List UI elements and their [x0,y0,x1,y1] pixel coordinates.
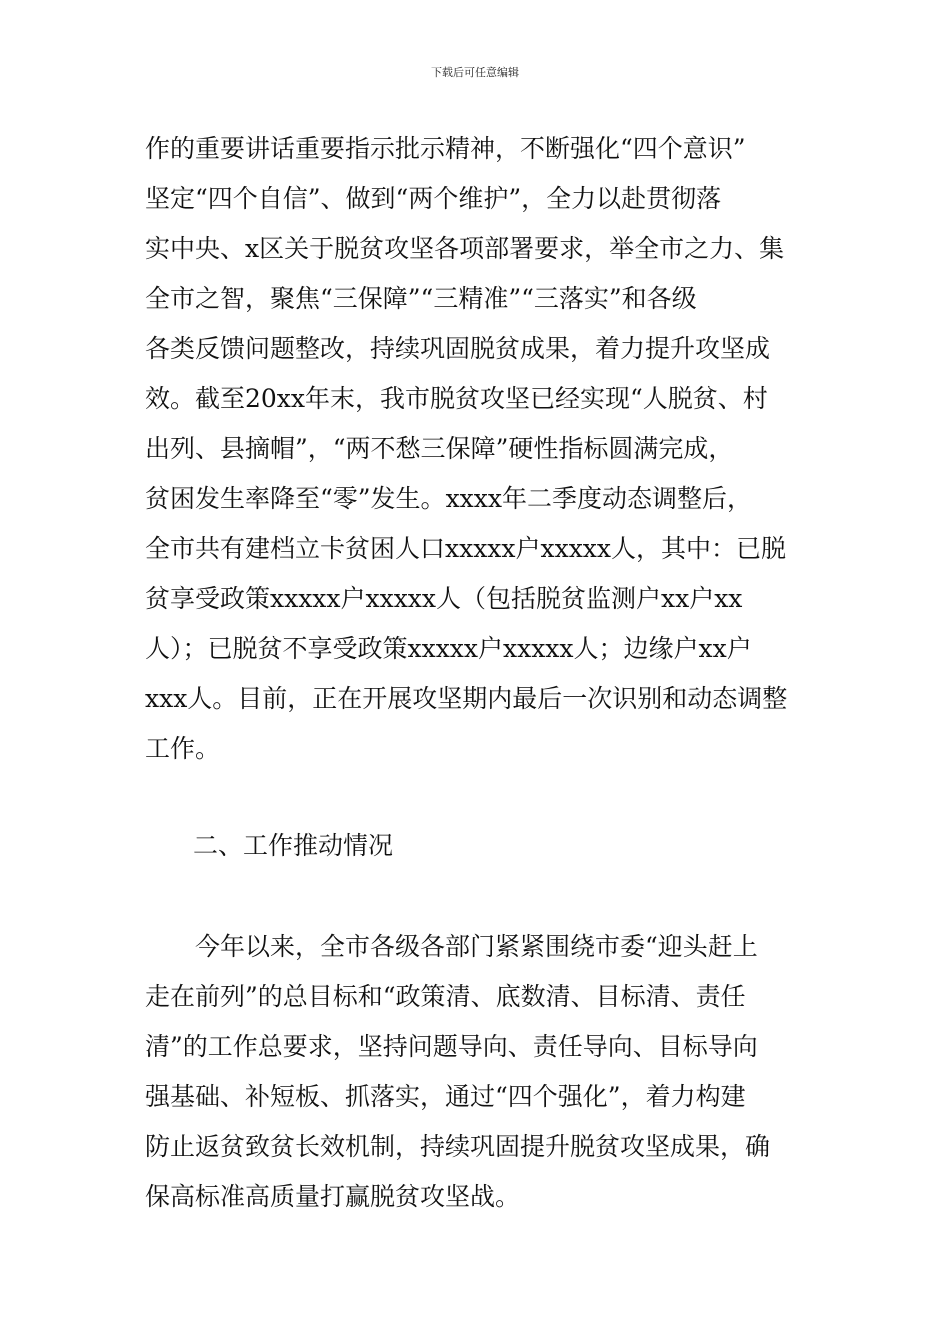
text-line: 今年以来，全市各级各部门紧紧围绕市委“迎头赶上 [145,932,758,961]
paragraph-work-progress [145,922,810,1222]
text-line: 出列、县摘帽”，“两不愁三保障”硬性指标圆满完成， [145,434,734,463]
paragraph-poverty-summary [145,124,810,774]
text-line: xxx人。目前，正在开展攻坚期内最后一次识别和动态调整 [145,684,788,713]
text-line: 贫享受政策xxxxx户xxxxx人（包括脱贫监测户xx户xx [145,584,743,613]
text-line: 全市共有建档立卡贫困人口xxxxx户xxxxx人，其中：已脱 [145,534,786,563]
text-line: 贫困发生率降至“零”发生。xxxx年二季度动态调整后， [145,484,752,513]
text-line: 工作。 [145,734,221,763]
page-header: 下载后可任意编辑 [431,66,519,79]
text-line: 清”的工作总要求，坚持问题导向、责任导向、目标导向 [145,1032,758,1061]
text-line: 强基础、补短板、抓落实，通过“四个强化”，着力构建 [145,1082,746,1111]
text-line: 防止返贫致贫长效机制，持续巩固提升脱贫攻坚成果，确 [145,1132,771,1161]
text-line: 走在前列”的总目标和“政策清、底数清、目标清、责任 [145,982,746,1011]
section-heading-work-progress [193,821,858,871]
text-line: 全市之智，聚焦“三保障”“三精准”“三落实”和各级 [145,284,697,313]
text-line: 各类反馈问题整改，持续巩固脱贫成果，着力提升攻坚成 [145,334,771,363]
text-line: 效。截至20xx年末，我市脱贫攻坚已经实现“人脱贫、村 [145,384,768,413]
text-line: 人）；已脱贫不享受政策xxxxx户xxxxx人；边缘户xx户 [145,634,752,663]
text-line: 实中央、x区关于脱贫攻坚各项部署要求，举全市之力、集 [145,234,785,263]
text-line: 坚定“四个自信”、做到“两个维护”，全力以赴贯彻落 [145,184,722,213]
text-line: 作的重要讲话重要指示批示精神，不断强化“四个意识” [145,134,746,163]
text-line: 保高标准高质量打赢脱贫攻坚战。 [145,1182,521,1211]
section-heading: 二、工作推动情况 [193,831,394,860]
